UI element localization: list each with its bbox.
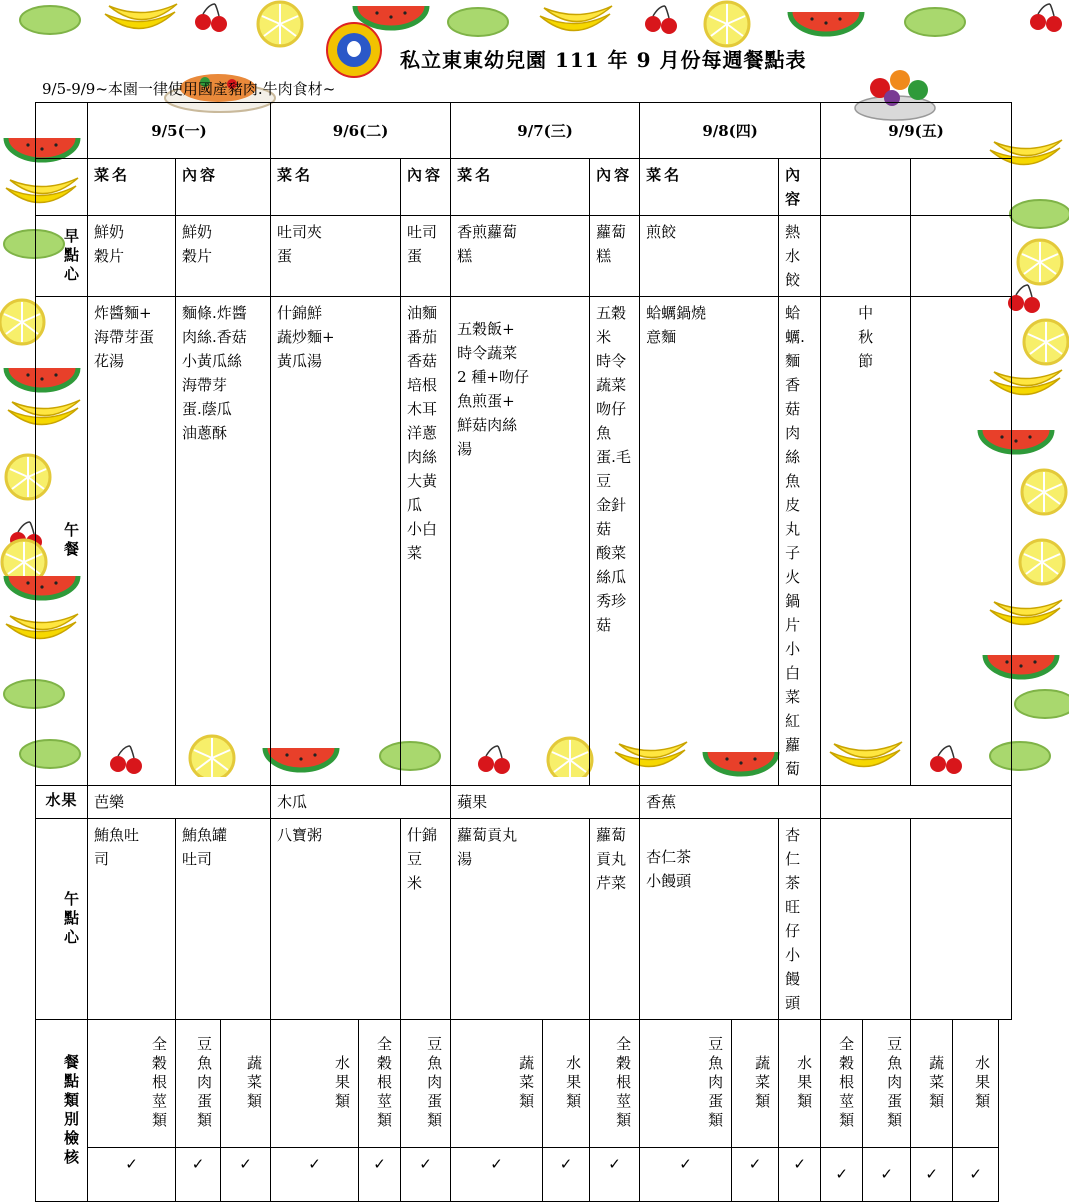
fruit-cell: 蘋果: [451, 786, 640, 819]
afternoon-content: 蘿蔔 貢丸 芹菜: [590, 819, 640, 1020]
lunch-row: [36, 297, 1012, 786]
day-header: 9/6(二): [271, 103, 451, 159]
breakfast-row: [36, 216, 1012, 297]
check-mark: ✓: [953, 1148, 999, 1202]
dish-column-label: 菜名: [451, 159, 590, 216]
check-mark: ✓: [401, 1148, 451, 1202]
corner-cell: [36, 103, 88, 159]
breakfast-content: 鮮奶 穀片: [176, 216, 271, 297]
check-row-label: 餐點類別檢核: [36, 1020, 88, 1202]
check-mark-row: [36, 1148, 1012, 1202]
weekly-meal-table: [35, 102, 1012, 1202]
category-label: 水果類: [271, 1020, 359, 1148]
check-mark: ✓: [863, 1148, 911, 1202]
category-label: 豆魚肉蛋類: [863, 1020, 911, 1148]
day-header: 9/9(五): [821, 103, 1012, 159]
column-label-row: [36, 159, 1012, 216]
category-label: 水果類: [779, 1020, 821, 1148]
afternoon-content: 什錦豆 米: [401, 819, 451, 1020]
school-logo: [326, 22, 382, 78]
check-mark: ✓: [543, 1148, 590, 1202]
breakfast-dish: 吐司夾 蛋: [271, 216, 401, 297]
corner-cell: [36, 159, 88, 216]
empty-cell: [821, 216, 911, 297]
category-label: 豆魚肉蛋類: [640, 1020, 732, 1148]
lunch-dish: 炸醬麵+ 海帶芽蛋 花湯: [88, 297, 176, 786]
afternoon-row-label: 午點心: [36, 819, 88, 1020]
content-column-label: 內容: [176, 159, 271, 216]
category-row: [36, 1020, 1012, 1148]
lunch-content: 五穀米 時令蔬菜 吻仔魚 蛋.毛豆 金針菇 酸菜 絲瓜 秀珍菇: [590, 297, 640, 786]
afternoon-dish: 蘿蔔貢丸 湯: [451, 819, 590, 1020]
empty-cell: [821, 159, 911, 216]
page-title: 私立東東幼兒園 111 年 9 月份每週餐點表: [400, 48, 807, 72]
empty-cell: [911, 159, 1012, 216]
breakfast-dish: 鮮奶 穀片: [88, 216, 176, 297]
fruit-cell: 芭樂: [88, 786, 271, 819]
breakfast-content: 吐司 蛋: [401, 216, 451, 297]
dish-column-label: 菜名: [88, 159, 176, 216]
afternoon-snack-row: [36, 819, 1012, 1020]
category-label: 水果類: [953, 1020, 999, 1148]
lunch-row-label: 午餐: [36, 297, 88, 786]
empty-cell: [821, 786, 1012, 819]
day-header: 9/7(三): [451, 103, 640, 159]
day-header: 9/5(一): [88, 103, 271, 159]
empty-cell: [821, 819, 911, 1020]
content-column-label: 內容: [779, 159, 821, 216]
empty-cell: [911, 819, 1012, 1020]
category-label: 全穀根莖類: [590, 1020, 640, 1148]
content-column-label: 內容: [401, 159, 451, 216]
check-mark: ✓: [779, 1148, 821, 1202]
lunch-dish: 蛤蠣鍋燒 意麵: [640, 297, 779, 786]
check-mark: ✓: [732, 1148, 779, 1202]
breakfast-row-label: 早點心: [36, 216, 88, 297]
check-mark: ✓: [221, 1148, 271, 1202]
holiday-label: 中 秋 節: [821, 297, 911, 786]
day-header-row: [36, 103, 1012, 159]
check-mark: ✓: [590, 1148, 640, 1202]
breakfast-content: 熱水餃: [779, 216, 821, 297]
empty-cell: [911, 216, 1012, 297]
fruit-row: [36, 786, 1012, 819]
lunch-content: 油麵番茄 香菇 培根 木耳 洋蔥 肉絲 大黃瓜 小白菜: [401, 297, 451, 786]
fruit-cell: 香蕉: [640, 786, 821, 819]
category-label: 豆魚肉蛋類: [176, 1020, 221, 1148]
afternoon-content: 鮪魚罐 吐司: [176, 819, 271, 1020]
category-label: 水果類: [543, 1020, 590, 1148]
lunch-dish: 什錦鮮 蔬炒麵+ 黃瓜湯: [271, 297, 401, 786]
check-mark: ✓: [911, 1148, 953, 1202]
breakfast-dish: 煎餃: [640, 216, 779, 297]
check-mark: ✓: [88, 1148, 176, 1202]
day-header: 9/8(四): [640, 103, 821, 159]
category-label: 全穀根莖類: [821, 1020, 863, 1148]
empty-cell: [911, 297, 1012, 786]
breakfast-dish: 香煎蘿蔔 糕: [451, 216, 590, 297]
dish-column-label: 菜名: [271, 159, 401, 216]
check-mark: ✓: [640, 1148, 732, 1202]
page-subtitle: 9/5-9/9~本園一律使用國產豬肉.牛肉食材~: [42, 80, 336, 98]
afternoon-content: 杏仁茶 旺仔小 饅頭: [779, 819, 821, 1020]
category-label: 全穀根莖類: [88, 1020, 176, 1148]
afternoon-dish: 八寶粥: [271, 819, 401, 1020]
check-mark: ✓: [271, 1148, 359, 1202]
content-column-label: 內容: [590, 159, 640, 216]
lunch-content: 蛤蠣.麵 香菇 肉絲 魚皮 丸子 火鍋片 小白菜 紅蘿蔔: [779, 297, 821, 786]
category-label: 全穀根莖類: [359, 1020, 401, 1148]
afternoon-dish: 鮪魚吐 司: [88, 819, 176, 1020]
check-mark: ✓: [176, 1148, 221, 1202]
category-label: 蔬菜類: [911, 1020, 953, 1148]
category-label: 蔬菜類: [451, 1020, 543, 1148]
lunch-dish: 五穀飯+ 時令蔬菜 2 種+吻仔 魚煎蛋+ 鮮菇肉絲 湯: [451, 297, 590, 786]
fruit-cell: 木瓜: [271, 786, 451, 819]
check-mark: ✓: [359, 1148, 401, 1202]
afternoon-dish: 杏仁茶 小饅頭: [640, 819, 779, 1020]
lunch-content: 麵條.炸醬 肉絲.香菇 小黃瓜絲 海帶芽 蛋.蔭瓜 油蔥酥: [176, 297, 271, 786]
breakfast-content: 蘿蔔糕: [590, 216, 640, 297]
check-mark: ✓: [451, 1148, 543, 1202]
fruit-row-label: 水果: [36, 786, 88, 819]
category-label: 蔬菜類: [221, 1020, 271, 1148]
category-label: 蔬菜類: [732, 1020, 779, 1148]
dish-column-label: 菜名: [640, 159, 779, 216]
category-label: 豆魚肉蛋類: [401, 1020, 451, 1148]
check-mark: ✓: [821, 1148, 863, 1202]
